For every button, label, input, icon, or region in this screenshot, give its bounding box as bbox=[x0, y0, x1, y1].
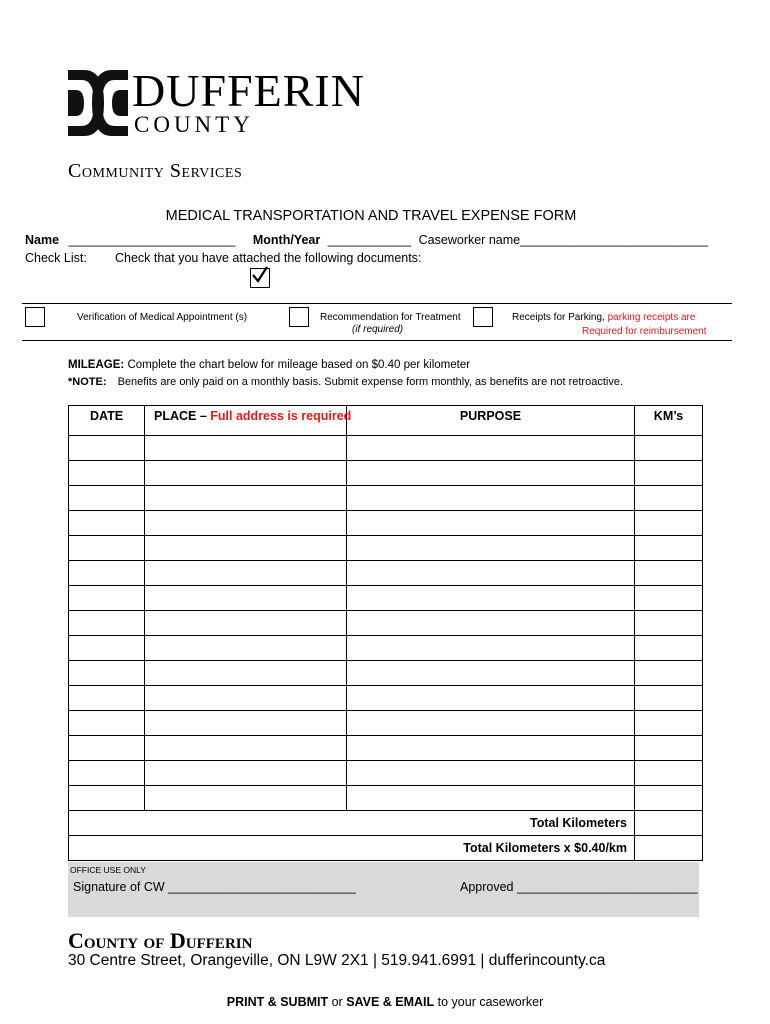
receipts-label: Receipts for Parking, bbox=[512, 312, 605, 323]
place-cell[interactable] bbox=[145, 511, 347, 536]
km-cell[interactable] bbox=[635, 786, 703, 811]
place-cell[interactable] bbox=[145, 686, 347, 711]
table-row bbox=[69, 736, 703, 761]
save-email: SAVE & EMAIL bbox=[346, 995, 435, 1009]
checklist-label: Check List: bbox=[25, 251, 87, 265]
km-cell[interactable] bbox=[635, 611, 703, 636]
footer-tail: to your caseworker bbox=[434, 995, 544, 1009]
purpose-cell[interactable] bbox=[347, 536, 635, 561]
km-cell[interactable] bbox=[635, 461, 703, 486]
date-cell[interactable] bbox=[69, 636, 145, 661]
purpose-cell[interactable] bbox=[347, 761, 635, 786]
table-row bbox=[69, 786, 703, 811]
date-cell[interactable] bbox=[69, 661, 145, 686]
table-row bbox=[69, 661, 703, 686]
date-cell[interactable] bbox=[69, 461, 145, 486]
table-row bbox=[69, 436, 703, 461]
km-cell[interactable] bbox=[635, 486, 703, 511]
col-place bbox=[145, 406, 352, 436]
month-year-field[interactable]: ____________ bbox=[327, 233, 412, 247]
footer-org: County of Dufferin bbox=[68, 928, 253, 953]
date-cell[interactable] bbox=[69, 736, 145, 761]
table-row bbox=[69, 486, 703, 511]
table-body bbox=[69, 436, 703, 861]
date-cell[interactable] bbox=[69, 686, 145, 711]
km-cell[interactable] bbox=[635, 586, 703, 611]
total-rate-row bbox=[69, 836, 703, 861]
checklist-item-verification: Verification of Medical Appointment (s) bbox=[77, 312, 248, 323]
receipts-note: parking receipts are bbox=[607, 312, 696, 323]
place-cell[interactable] bbox=[145, 561, 347, 586]
table-row bbox=[69, 586, 703, 611]
place-cell[interactable] bbox=[145, 436, 347, 461]
office-use-box bbox=[68, 862, 699, 917]
name-row bbox=[25, 233, 708, 247]
place-cell[interactable] bbox=[145, 461, 347, 486]
date-cell[interactable] bbox=[69, 586, 145, 611]
mileage-label: MILEAGE: bbox=[68, 359, 125, 371]
dufferin-logo-mark-icon bbox=[66, 68, 130, 138]
km-cell[interactable] bbox=[635, 536, 703, 561]
place-cell[interactable] bbox=[145, 736, 347, 761]
month-year-label: Month/Year bbox=[252, 233, 321, 247]
km-cell[interactable] bbox=[635, 561, 703, 586]
purpose-cell[interactable] bbox=[347, 686, 635, 711]
date-cell[interactable] bbox=[69, 436, 145, 461]
place-cell[interactable] bbox=[145, 711, 347, 736]
km-cell[interactable] bbox=[635, 436, 703, 461]
footer-instruction bbox=[0, 995, 770, 1009]
name-field[interactable]: ________________________ bbox=[68, 233, 236, 247]
total-km-cell[interactable] bbox=[635, 811, 703, 836]
place-cell[interactable] bbox=[145, 611, 347, 636]
place-cell[interactable] bbox=[145, 486, 347, 511]
receipts-note-line2: Required for reimbursement bbox=[582, 326, 707, 337]
purpose-cell[interactable] bbox=[347, 611, 635, 636]
purpose-cell[interactable] bbox=[347, 636, 635, 661]
purpose-cell[interactable] bbox=[347, 511, 635, 536]
approved-field[interactable]: Approved __________________________ bbox=[460, 880, 698, 894]
col-purpose: PURPOSE bbox=[347, 406, 635, 436]
km-cell[interactable] bbox=[635, 511, 703, 536]
department-title: Community Services bbox=[68, 160, 243, 182]
table-row bbox=[69, 761, 703, 786]
date-cell[interactable] bbox=[69, 561, 145, 586]
km-cell[interactable] bbox=[635, 636, 703, 661]
km-cell[interactable] bbox=[635, 661, 703, 686]
place-cell[interactable] bbox=[145, 636, 347, 661]
mileage-table bbox=[68, 405, 703, 861]
checkbox-receipts[interactable] bbox=[473, 307, 493, 327]
logo-line1: DUFFERIN bbox=[132, 65, 365, 116]
total-km-label: Total Kilometers bbox=[69, 811, 635, 836]
purpose-cell[interactable] bbox=[347, 436, 635, 461]
checklist-item-receipts bbox=[512, 312, 695, 323]
place-cell[interactable] bbox=[145, 586, 347, 611]
table-row bbox=[69, 461, 703, 486]
purpose-cell[interactable] bbox=[347, 711, 635, 736]
km-cell[interactable] bbox=[635, 686, 703, 711]
table-row bbox=[69, 711, 703, 736]
table-header-row bbox=[69, 406, 703, 436]
date-cell[interactable] bbox=[69, 536, 145, 561]
table-row bbox=[69, 561, 703, 586]
mileage-line bbox=[68, 359, 470, 371]
footer-or: or bbox=[328, 995, 347, 1009]
purpose-cell[interactable] bbox=[347, 461, 635, 486]
date-cell[interactable] bbox=[69, 761, 145, 786]
purpose-cell[interactable] bbox=[347, 786, 635, 811]
date-cell[interactable] bbox=[69, 786, 145, 811]
office-use-label: OFFICE USE ONLY bbox=[70, 865, 146, 875]
checklist-instruction: Check that you have attached the following documents: bbox=[115, 251, 422, 265]
checklist-item-recommendation: Recommendation for Treatment bbox=[320, 312, 461, 323]
checkbox-verification[interactable] bbox=[25, 307, 45, 327]
table-row bbox=[69, 636, 703, 661]
note-label: *NOTE: bbox=[68, 376, 107, 388]
total-rate-label: Total Kilometers x $0.40/km bbox=[69, 836, 635, 861]
purpose-cell[interactable] bbox=[347, 586, 635, 611]
date-cell[interactable] bbox=[69, 486, 145, 511]
note-text: Benefits are only paid on a monthly basis. Submit expense form monthly, as benefits are not retroactive. bbox=[117, 376, 624, 388]
checklist-item-recommendation-note: (if required) bbox=[352, 324, 404, 335]
mileage-text: Complete the chart below for mileage based on $0.40 per kilometer bbox=[127, 359, 471, 371]
logo-line2: COUNTY bbox=[134, 112, 254, 137]
form-title: MEDICAL TRANSPORTATION AND TRAVEL EXPENSE FORM bbox=[165, 208, 577, 224]
total-rate-cell[interactable] bbox=[635, 836, 703, 861]
caseworker-label: Caseworker name bbox=[418, 233, 521, 247]
km-cell[interactable] bbox=[635, 736, 703, 761]
purpose-cell[interactable] bbox=[347, 486, 635, 511]
signature-field[interactable]: Signature of CW ___________________________ bbox=[73, 880, 356, 894]
total-km-row bbox=[69, 811, 703, 836]
checked-box-icon bbox=[250, 268, 270, 288]
date-cell[interactable] bbox=[69, 611, 145, 636]
table-row bbox=[69, 511, 703, 536]
purpose-cell[interactable] bbox=[347, 561, 635, 586]
checkbox-recommendation[interactable] bbox=[289, 307, 309, 327]
km-cell[interactable] bbox=[635, 761, 703, 786]
dufferin-logo bbox=[66, 65, 396, 140]
date-cell[interactable] bbox=[69, 711, 145, 736]
note-line bbox=[68, 376, 623, 388]
col-date: DATE bbox=[69, 406, 145, 436]
caseworker-field[interactable]: ___________________________ bbox=[520, 233, 708, 247]
km-cell[interactable] bbox=[635, 711, 703, 736]
date-cell[interactable] bbox=[69, 511, 145, 536]
purpose-cell[interactable] bbox=[347, 661, 635, 686]
place-cell[interactable] bbox=[145, 661, 347, 686]
name-label: Name bbox=[25, 233, 60, 247]
place-cell[interactable] bbox=[145, 786, 347, 811]
col-place-note: Full address is required bbox=[210, 409, 352, 423]
purpose-cell[interactable] bbox=[347, 736, 635, 761]
col-place-label: PLACE – bbox=[154, 409, 207, 423]
place-cell[interactable] bbox=[145, 536, 347, 561]
print-submit: PRINT & SUBMIT bbox=[226, 995, 329, 1009]
place-cell[interactable] bbox=[145, 761, 347, 786]
footer-address: 30 Centre Street, Orangeville, ON L9W 2X1 | 519.941.6991 | duffe​rincounty.ca bbox=[68, 952, 606, 969]
table-row bbox=[69, 611, 703, 636]
table-row bbox=[69, 536, 703, 561]
table-row bbox=[69, 686, 703, 711]
col-km: KM’s bbox=[635, 406, 703, 436]
